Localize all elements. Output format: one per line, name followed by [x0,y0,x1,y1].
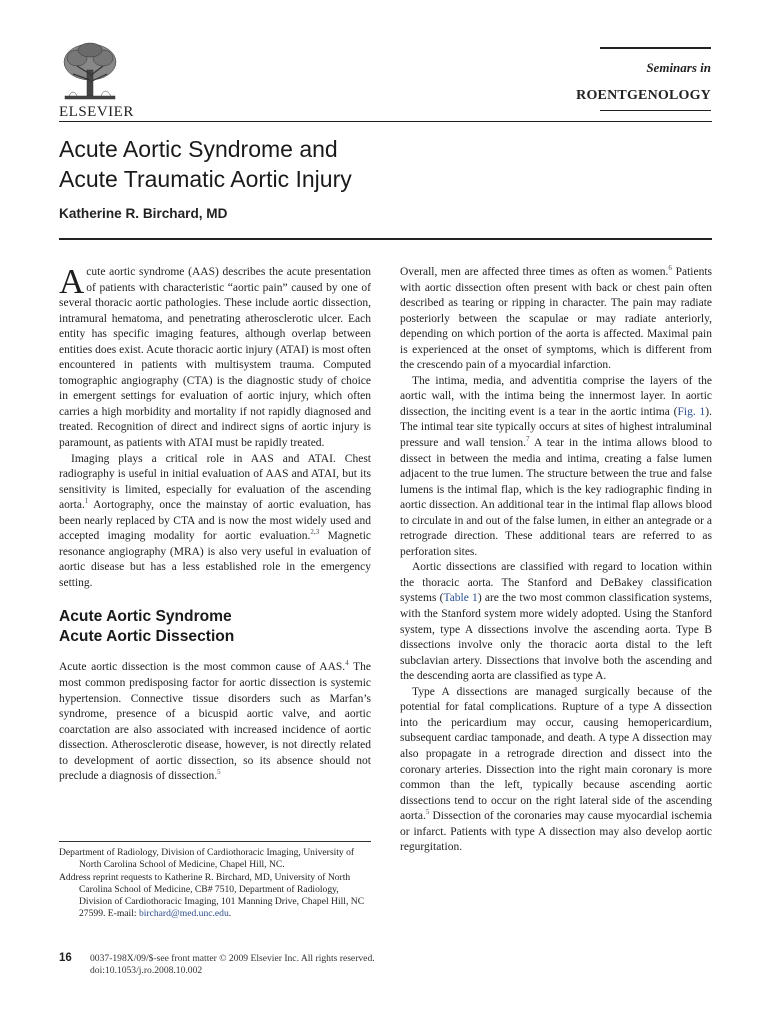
intro-paragraph: Acute aortic syndrome (AAS) describes the acute presentation of patients with characteristic “aortic pain” caused by one of several thoracic aortic pathologies. These include aortic dissection, intramural hematoma, and penetrating atherosclerotic ulcer. Each entity has specific imaging features, although overlap between entities does exist. Acute thoracic aortic injury (ATAI) is most often encountered in patients with multisystem trauma. Computed tomographic angiography (CTA) is the diagnostic study of choice in emergent settings for evaluation of aortic injury, which often carries a high morbidity and mortality if not rapidly diagnosed and treated. Recognition of direct and indirect signs of aortic injury is paramount, as patients with ATAI must be rapidly treated. [59,262,371,450]
paragraph: Aortic dissections are classified with regard to location within the thoracic aorta. The Stanford and DeBakey classification systems (Table 1) are the two most common classification systems, with the Stanford system more widely adopted. Using the Stanford system, type A dissections involve the ascending aorta. Type B dissections involve only the thoracic aorta distal to the left subclavian artery. Dissections that involve both the ascending and the descending aorta are classified as type A. [400,561,713,683]
citation[interactable]: 1 [84,497,89,506]
author-divider [59,238,712,240]
doi-line[interactable]: doi:10.1053/j.ro.2008.10.002 [90,965,203,977]
reprint-address: Address reprint requests to Katherine R. Birchard, MD, University of North Carolina School of Medicine, CB# 7510, Department of Radiology, Division of Cardiothoracic Imaging, 101 Manning Drive, Chapel Hill, NC 27599. E-mail: birchard@med.unc.edu. [59,871,365,920]
citation[interactable]: 2,3 [310,528,320,537]
paragraph: The intima, media, and adventitia comprise the layers of the aortic wall, with the intima being the innermost layer. In aortic dissection, the inciting event is a tear in the aortic intima (Fig. 1). The intimal tear site typically occurs at sites of highest intraluminal pressure and wall tension.$^7$ A tear in the intima allows blood to dissect in between the media and intima, creating a false lumen adjacent to the true lumen. The structure between the true and false lumens is the intimal flap, which is the key radiographic finding in aortic dissection. An additional tear in the intimal flap allows blood to circulate in and out of the false lumen, in either an antegrade or a retrograde direction. These additional tears are referred to as perforation sites. [400,374,712,558]
left-column [59,262,372,785]
table-link[interactable]: Table 1 [443,592,478,605]
article-title [59,134,699,194]
email-link[interactable]: birchard@med.unc.edu [138,908,229,920]
section-heading [59,607,371,647]
right-column [400,265,712,856]
journal-top-rule [600,47,711,49]
paragraph: Imaging plays a critical role in AAS and ATAI. Chest radiography is useful in initial evaluation of AAS and ATAI, but its sensitivity is limited, especially for evaluation of the ascending aorta.$^1$ Aortography, once the mainstay of aortic evaluation, has been nearly replaced by CTA and is now the most widely used and accepted imaging modality for aortic evaluation.$^{2,3}$ Magnetic resonance angiography (MRA) is also very useful in evaluation of aortic disease but has a less established role in the emergency setting. [59,452,371,589]
citation[interactable]: 5 [217,768,221,777]
header-divider [59,121,712,122]
copyright-line: 0037-198X/09/$-see front matter © 2009 Elsevier Inc. All rights reserved. [90,953,375,964]
drop-cap: A [59,262,85,301]
article-author: Katherine R. Birchard, MD [59,206,228,221]
page-number: 16 [59,952,72,964]
paragraph: Overall, men are affected three times as often as women.$^6$ Patients with aortic dissection often present with back or chest pain often described as tearing or ripping in character. The pain may radiate posteriorly between the scapulae or may radiate anteriorly, depending on which portion of the aorta is affected. Maximal pain is experienced at the onset of symptoms, which is different from the crescendo pain of a myocardial infarction. [400,264,712,372]
footnote-divider [59,841,371,842]
title-line-2: Acute Traumatic Aortic Injury [59,166,352,192]
paragraph: Type A dissections are managed surgically because of the potential for fatal complications. Rupture of a type A dissection into the pericardium may occur, causing hemopericardium, subsequent cardiac tamponade, and death. A type A dissection may also propagate in a retrograde direction and dissect into the coronary arteries. Dissection into the right main coronary is more common than the left, typically because ascending aortic dissections tend to occur on the right lateral side of the ascending aorta.$^5$ Dissection of the coronaries may cause myocardial ischemia or infarct. Patients with type A dissection may also develop aortic regurgitation. [400,685,712,854]
affiliation-footnote [59,847,371,921]
citation[interactable]: 7 [526,435,530,444]
citation[interactable]: 4 [345,659,349,668]
journal-name: ROENTGENOLOGY [576,88,711,103]
figure-link[interactable]: Fig. 1 [677,405,706,418]
section-heading-line-1: Acute Aortic Syndrome [59,608,232,626]
paragraph: Acute aortic dissection is the most common cause of AAS.$^4$ The most common predisposing factor for aortic dissection is systemic hypertension. Connective tissue disorders such as Marfan’s syndrome, presence of a bicuspid aortic valve, and aortic coarctation are also associated with increased incidence of aortic dissection. Atherosclerotic disease, however, is not directly related to development of aortic dissection, so its absence should not preclude a diagnosis of dissection.$^5$ [59,659,372,783]
citation[interactable]: 5 [425,808,430,817]
elsevier-tree-logo [59,40,121,108]
journal-prefix: Seminars in [646,60,711,75]
title-line-1: Acute Aortic Syndrome and [59,136,338,162]
section-heading-line-2: Acute Aortic Dissection [59,628,235,646]
journal-bottom-rule [600,110,711,111]
affiliation: Department of Radiology, Division of Cardiothoracic Imaging, University of North Carolina School of Medicine, Chapel Hill, NC. [59,847,355,871]
publisher-name: ELSEVIER [59,104,134,120]
citation[interactable]: 6 [668,264,672,273]
copyright-footer [90,953,375,978]
